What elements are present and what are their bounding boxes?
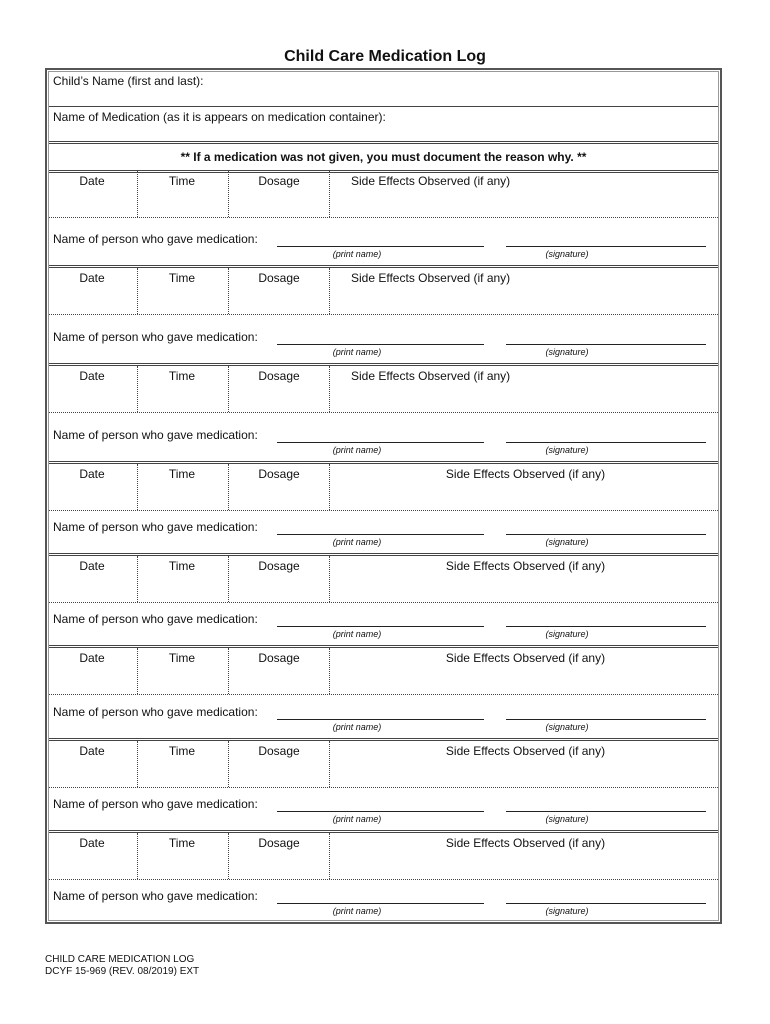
column-divider <box>137 464 138 510</box>
date-cell[interactable] <box>49 484 137 509</box>
column-divider <box>137 741 138 787</box>
signature-field[interactable] <box>506 344 706 345</box>
divider <box>49 217 718 218</box>
time-cell[interactable] <box>139 668 227 693</box>
time-header: Time <box>168 651 196 665</box>
print-name-caption: (print name) <box>332 722 382 732</box>
time-cell[interactable] <box>139 386 227 411</box>
divider <box>49 787 718 788</box>
print-name-field[interactable] <box>277 534 484 535</box>
column-divider <box>137 556 138 602</box>
date-header: Date <box>79 271 105 285</box>
signature-field[interactable] <box>506 903 706 904</box>
signature-caption: (signature) <box>545 445 589 455</box>
print-name-caption: (print name) <box>332 814 382 824</box>
dosage-cell[interactable] <box>229 191 327 216</box>
column-divider <box>228 268 229 314</box>
date-cell[interactable] <box>49 576 137 601</box>
print-name-field[interactable] <box>277 719 484 720</box>
date-cell[interactable] <box>49 853 137 878</box>
column-divider <box>329 366 330 412</box>
medication-name-label: Name of Medication (as it is appears on medication container): <box>53 110 386 124</box>
print-name-caption: (print name) <box>332 537 382 547</box>
time-header: Time <box>168 271 196 285</box>
signature-caption: (signature) <box>545 814 589 824</box>
time-header: Time <box>168 836 196 850</box>
print-name-caption: (print name) <box>332 629 382 639</box>
signature-field[interactable] <box>506 811 706 812</box>
print-name-field[interactable] <box>277 442 484 443</box>
print-name-caption: (print name) <box>332 445 382 455</box>
time-header: Time <box>168 467 196 481</box>
signature-caption: (signature) <box>545 629 589 639</box>
column-divider <box>228 464 229 510</box>
person-label: Name of person who gave medication: <box>53 232 258 246</box>
time-cell[interactable] <box>139 853 227 878</box>
log-entry <box>47 171 720 268</box>
divider <box>49 694 718 695</box>
side-effects-header: Side Effects Observed (if any) <box>445 651 606 665</box>
date-cell[interactable] <box>49 288 137 313</box>
side-effects-cell[interactable] <box>331 484 717 509</box>
column-divider <box>137 366 138 412</box>
dosage-cell[interactable] <box>229 576 327 601</box>
side-effects-header: Side Effects Observed (if any) <box>351 271 511 285</box>
column-divider <box>137 171 138 217</box>
child-name-label: Child’s Name (first and last): <box>53 74 204 88</box>
signature-caption: (signature) <box>545 537 589 547</box>
dosage-header: Dosage <box>258 174 300 188</box>
print-name-field[interactable] <box>277 626 484 627</box>
log-entry <box>47 366 720 464</box>
notice-text: ** If a medication was not given, you must document the reason why. ** <box>180 150 587 164</box>
date-cell[interactable] <box>49 191 137 216</box>
side-effects-cell[interactable] <box>331 386 717 411</box>
dosage-header: Dosage <box>258 369 300 383</box>
date-cell[interactable] <box>49 761 137 786</box>
column-divider <box>228 556 229 602</box>
column-divider <box>329 464 330 510</box>
side-effects-header: Side Effects Observed (if any) <box>445 744 606 758</box>
dosage-header: Dosage <box>258 271 300 285</box>
dosage-header: Dosage <box>258 559 300 573</box>
dosage-cell[interactable] <box>229 668 327 693</box>
footer-line-2: DCYF 15-969 (REV. 08/2019) EXT <box>45 966 200 977</box>
signature-caption: (signature) <box>545 347 589 357</box>
medication-log-form <box>45 68 722 924</box>
log-entry <box>47 268 720 366</box>
date-header: Date <box>79 559 105 573</box>
divider <box>49 602 718 603</box>
dosage-header: Dosage <box>258 836 300 850</box>
column-divider <box>329 648 330 694</box>
print-name-caption: (print name) <box>332 347 382 357</box>
date-header: Date <box>79 369 105 383</box>
column-divider <box>329 833 330 879</box>
side-effects-cell[interactable] <box>331 668 717 693</box>
divider <box>49 141 718 142</box>
time-header: Time <box>168 369 196 383</box>
column-divider <box>329 171 330 217</box>
time-header: Time <box>168 744 196 758</box>
side-effects-header: Side Effects Observed (if any) <box>445 836 606 850</box>
date-cell[interactable] <box>49 668 137 693</box>
side-effects-header: Side Effects Observed (if any) <box>445 467 606 481</box>
column-divider <box>228 171 229 217</box>
log-entry <box>47 648 720 741</box>
signature-field[interactable] <box>506 442 706 443</box>
side-effects-cell[interactable] <box>331 761 717 786</box>
column-divider <box>228 366 229 412</box>
time-cell[interactable] <box>139 288 227 313</box>
column-divider <box>329 741 330 787</box>
signature-field[interactable] <box>506 246 706 247</box>
log-entry <box>47 464 720 556</box>
print-name-field[interactable] <box>277 903 484 904</box>
column-divider <box>137 833 138 879</box>
column-divider <box>228 741 229 787</box>
divider <box>49 738 718 739</box>
log-entry <box>47 556 720 648</box>
divider <box>49 510 718 511</box>
time-cell[interactable] <box>139 761 227 786</box>
date-header: Date <box>79 651 105 665</box>
side-effects-cell[interactable] <box>331 576 717 601</box>
time-cell[interactable] <box>139 191 227 216</box>
divider <box>49 645 718 646</box>
side-effects-header: Side Effects Observed (if any) <box>351 174 511 188</box>
time-header: Time <box>168 559 196 573</box>
print-name-caption: (print name) <box>332 906 382 916</box>
side-effects-cell[interactable] <box>331 288 717 313</box>
dosage-cell[interactable] <box>229 288 327 313</box>
time-cell[interactable] <box>139 484 227 509</box>
date-header: Date <box>79 744 105 758</box>
signature-field[interactable] <box>506 719 706 720</box>
person-label: Name of person who gave medication: <box>53 428 258 442</box>
person-label: Name of person who gave medication: <box>53 520 258 534</box>
column-divider <box>329 268 330 314</box>
time-header: Time <box>168 174 196 188</box>
column-divider <box>228 833 229 879</box>
column-divider <box>137 268 138 314</box>
divider <box>49 553 718 554</box>
side-effects-header: Side Effects Observed (if any) <box>351 369 511 383</box>
dosage-header: Dosage <box>258 744 300 758</box>
dosage-cell[interactable] <box>229 386 327 411</box>
divider <box>49 265 718 266</box>
divider <box>49 461 718 462</box>
child-name-field[interactable] <box>50 90 717 105</box>
log-entry <box>47 833 720 925</box>
person-label: Name of person who gave medication: <box>53 705 258 719</box>
person-label: Name of person who gave medication: <box>53 889 258 903</box>
medication-name-field[interactable] <box>50 126 717 141</box>
person-label: Name of person who gave medication: <box>53 330 258 344</box>
print-name-field[interactable] <box>277 246 484 247</box>
column-divider <box>228 648 229 694</box>
signature-field[interactable] <box>506 534 706 535</box>
side-effects-cell[interactable] <box>331 191 717 216</box>
person-label: Name of person who gave medication: <box>53 612 258 626</box>
form-title: Child Care Medication Log <box>284 48 486 65</box>
column-divider <box>329 556 330 602</box>
dosage-cell[interactable] <box>229 853 327 878</box>
divider <box>49 412 718 413</box>
side-effects-header: Side Effects Observed (if any) <box>445 559 606 573</box>
signature-caption: (signature) <box>545 249 589 259</box>
dosage-header: Dosage <box>258 467 300 481</box>
dosage-cell[interactable] <box>229 484 327 509</box>
divider <box>49 830 718 831</box>
date-header: Date <box>79 174 105 188</box>
footer-line-1: CHILD CARE MEDICATION LOG <box>45 954 195 965</box>
side-effects-cell[interactable] <box>331 853 717 878</box>
date-header: Date <box>79 836 105 850</box>
column-divider <box>137 648 138 694</box>
signature-caption: (signature) <box>545 906 589 916</box>
print-name-field[interactable] <box>277 811 484 812</box>
divider <box>49 363 718 364</box>
signature-field[interactable] <box>506 626 706 627</box>
log-entry <box>47 741 720 833</box>
print-name-field[interactable] <box>277 344 484 345</box>
signature-caption: (signature) <box>545 722 589 732</box>
time-cell[interactable] <box>139 576 227 601</box>
divider <box>49 879 718 880</box>
print-name-caption: (print name) <box>332 249 382 259</box>
divider <box>49 106 718 107</box>
person-label: Name of person who gave medication: <box>53 797 258 811</box>
divider <box>49 314 718 315</box>
date-header: Date <box>79 467 105 481</box>
dosage-header: Dosage <box>258 651 300 665</box>
dosage-cell[interactable] <box>229 761 327 786</box>
date-cell[interactable] <box>49 386 137 411</box>
